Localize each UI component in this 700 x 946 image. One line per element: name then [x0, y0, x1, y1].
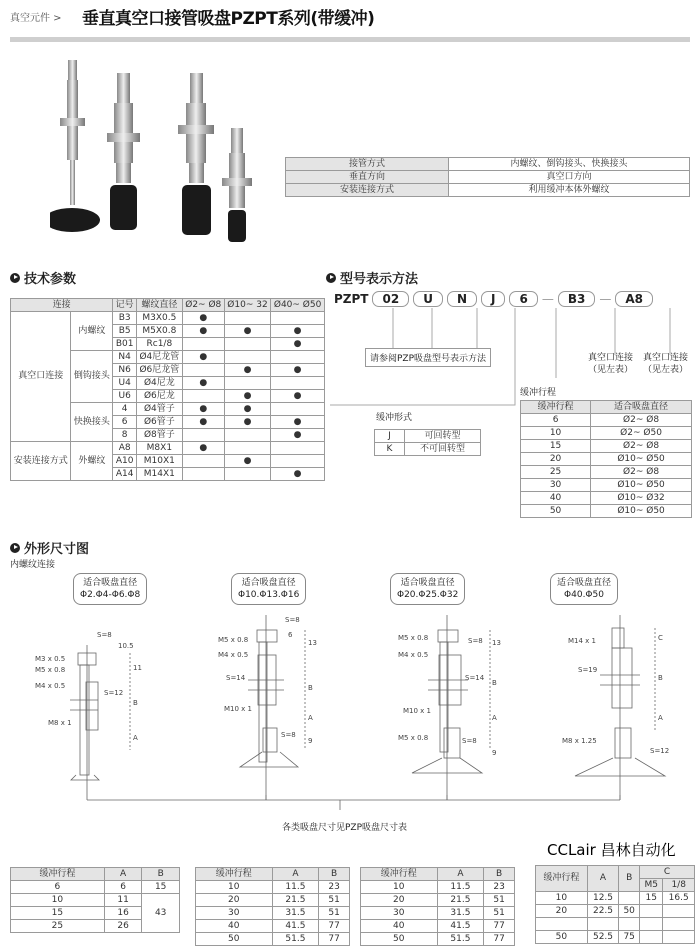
- table-cell: 12.5: [587, 892, 619, 905]
- svg-text:6: 6: [288, 631, 293, 639]
- table-header-cell: C: [640, 866, 695, 879]
- table-row: [11, 312, 325, 325]
- svg-text:M5 x 0.8: M5 x 0.8: [398, 634, 429, 642]
- table-cell: M5X0.8: [136, 325, 182, 338]
- table-cell: 41.5: [272, 920, 319, 933]
- table-cell: 51: [319, 907, 350, 920]
- table-cell: [640, 905, 663, 918]
- table-row: 接管方式 内螺纹、倒钩接头、快换接头: [286, 158, 690, 171]
- table-cell: [224, 338, 270, 351]
- table-row: K 不可回转型: [375, 443, 481, 456]
- table-cell: Ø6管子: [136, 416, 182, 429]
- table-cell: Ø8管子: [136, 429, 182, 442]
- table-cell: 40: [361, 920, 438, 933]
- table-cell: 安装连接方式: [11, 442, 71, 481]
- table-cell: Ø10~ Ø50: [591, 479, 692, 492]
- table-cell: ●: [271, 364, 325, 377]
- stroke-dim-table-3: [360, 867, 515, 946]
- table-row: 安装连接方式 利用缓冲本体外螺纹: [286, 184, 690, 197]
- table-cell: Ø10~ Ø50: [591, 505, 692, 518]
- table-cell: [224, 468, 270, 481]
- table-row: [196, 920, 350, 933]
- svg-text:10.5: 10.5: [118, 642, 134, 650]
- table-cell: 50: [536, 931, 588, 944]
- table-cell: 52.5: [587, 931, 619, 944]
- table-header-cell: 记号: [113, 299, 137, 312]
- svg-text:S=8: S=8: [285, 616, 300, 624]
- table-row: [196, 933, 350, 946]
- table-row: [361, 920, 515, 933]
- svg-text:S=12: S=12: [650, 747, 670, 755]
- table-row: [536, 918, 695, 931]
- table-cell: 21.5: [272, 894, 319, 907]
- table-cell: 20: [361, 894, 438, 907]
- table-row: [361, 907, 515, 920]
- svg-text:A: A: [133, 734, 138, 742]
- table-row: [196, 907, 350, 920]
- svg-text:11: 11: [133, 664, 142, 672]
- product-2: [107, 73, 140, 230]
- table-cell: Ø4管子: [136, 403, 182, 416]
- table-cell: 77: [319, 920, 350, 933]
- table-cell: N4: [113, 351, 137, 364]
- table-cell: [224, 312, 270, 325]
- table-cell: 6: [11, 881, 105, 894]
- cap-size-3: 适合吸盘直径 Φ20.Φ25.Φ32: [390, 573, 465, 605]
- table-cell: ●: [271, 468, 325, 481]
- table-cell: ●: [271, 325, 325, 338]
- svg-text:S=8: S=8: [468, 637, 483, 645]
- svg-text:B: B: [492, 679, 497, 687]
- dimensions-subtitle: 内螺纹连接: [10, 560, 56, 570]
- table-cell: A8: [113, 442, 137, 455]
- svg-text:S=8: S=8: [281, 731, 296, 739]
- table-cell: 6: [521, 414, 591, 427]
- spec-table: [285, 157, 690, 197]
- table-cell: ●: [182, 403, 224, 416]
- table-cell: 20: [536, 905, 588, 918]
- table-cell: 30: [521, 479, 591, 492]
- table-header-cell: B: [484, 868, 515, 881]
- svg-text:S=19: S=19: [578, 666, 598, 674]
- table-cell: 11: [104, 894, 142, 907]
- table-row: [536, 892, 695, 905]
- table-cell: 51: [484, 894, 515, 907]
- table-row: [536, 866, 695, 879]
- svg-text:B: B: [308, 684, 313, 692]
- table-row: [196, 881, 350, 894]
- table-cell: 50: [619, 905, 640, 918]
- table-row: [11, 881, 180, 894]
- table-cell: 40: [521, 492, 591, 505]
- stroke-table: [520, 400, 692, 518]
- table-row: 垂直方向 真空口方向: [286, 171, 690, 184]
- table-cell: 43: [142, 894, 180, 933]
- table-cell: 50: [361, 933, 438, 946]
- table-cell: 23: [484, 881, 515, 894]
- product-1: [50, 60, 100, 232]
- table-cell: ●: [182, 351, 224, 364]
- table-cell: 15: [142, 881, 180, 894]
- table-cell: 25: [11, 920, 105, 933]
- svg-text:M5 x 0.8: M5 x 0.8: [35, 666, 66, 674]
- table-header-cell: 缓冲行程: [11, 868, 105, 881]
- table-header-cell: 缓冲行程: [536, 866, 588, 892]
- table-cell: B5: [113, 325, 137, 338]
- table-cell: 22.5: [587, 905, 619, 918]
- table-cell: A14: [113, 468, 137, 481]
- table-cell: ●: [182, 442, 224, 455]
- table-header-cell: 缓冲行程: [521, 401, 591, 414]
- table-row: [521, 453, 692, 466]
- table-cell: [224, 377, 270, 390]
- table-cell: 51: [484, 907, 515, 920]
- play-bullet-icon: [10, 543, 20, 553]
- table-cell: ●: [224, 416, 270, 429]
- svg-text:M5 x 0.8: M5 x 0.8: [218, 636, 249, 644]
- table-cell: ●: [224, 390, 270, 403]
- table-row: [361, 933, 515, 946]
- tech-table: [10, 298, 325, 481]
- drawing-3-labels: [398, 634, 501, 757]
- svg-text:M4 x 0.5: M4 x 0.5: [398, 651, 429, 659]
- table-cell: Ø6尼龙: [136, 390, 182, 403]
- stroke-dim-table-2: [195, 867, 350, 946]
- table-header-cell: Ø2~ Ø8: [182, 299, 224, 312]
- svg-text:B: B: [133, 699, 138, 707]
- table-row: [521, 401, 692, 414]
- table-cell: 50: [521, 505, 591, 518]
- table-cell: ●: [182, 325, 224, 338]
- table-cell: 23: [319, 881, 350, 894]
- table-cell: [182, 468, 224, 481]
- table-cell: Ø2~ Ø8: [591, 414, 692, 427]
- table-row: [11, 299, 325, 312]
- buffer-form-table: [374, 429, 481, 456]
- table-row: [521, 466, 692, 479]
- svg-text:B: B: [658, 674, 663, 682]
- table-cell: [587, 918, 619, 931]
- table-cell: N6: [113, 364, 137, 377]
- svg-text:M5 x 0.8: M5 x 0.8: [398, 734, 429, 742]
- svg-text:M3 x 0.5: M3 x 0.5: [35, 655, 66, 663]
- table-cell: U4: [113, 377, 137, 390]
- drawing-2-labels: [218, 616, 317, 745]
- table-header-cell: 螺纹直径: [136, 299, 182, 312]
- svg-text:S=8: S=8: [462, 737, 477, 745]
- title-divider: [10, 37, 690, 42]
- table-cell: 16: [104, 907, 142, 920]
- table-row: [361, 881, 515, 894]
- table-cell: 11.5: [437, 881, 484, 894]
- table-cell: [640, 918, 663, 931]
- table-row: [521, 505, 692, 518]
- svg-text:C: C: [658, 634, 663, 642]
- table-cell: U6: [113, 390, 137, 403]
- table-cell: 快换接头: [71, 403, 113, 442]
- table-cell: [271, 312, 325, 325]
- table-cell: Ø10~ Ø32: [591, 492, 692, 505]
- stroke-label: 缓冲行程: [520, 388, 557, 398]
- table-cell: 21.5: [437, 894, 484, 907]
- buffer-form-label: 缓冲形式: [376, 413, 413, 423]
- play-bullet-icon: [326, 273, 336, 283]
- product-photo: [50, 55, 260, 250]
- table-cell: ●: [271, 390, 325, 403]
- pzp-size-note: 各类吸盘尺寸见PZP吸盘尺寸表: [282, 823, 408, 833]
- table-cell: 真空口连接: [11, 312, 71, 442]
- table-cell: [271, 442, 325, 455]
- table-cell: [640, 931, 663, 944]
- table-cell: 77: [484, 920, 515, 933]
- table-row: [196, 894, 350, 907]
- dimension-drawings: [0, 610, 700, 820]
- table-cell: B01: [113, 338, 137, 351]
- table-cell: ●: [224, 455, 270, 468]
- table-cell: [619, 918, 640, 931]
- table-cell: ●: [224, 364, 270, 377]
- table-cell: M10X1: [136, 455, 182, 468]
- stroke-dim-table-1: [10, 867, 180, 933]
- table-cell: 15: [11, 907, 105, 920]
- table-header-cell: 1/8: [663, 879, 695, 892]
- table-row: [536, 905, 695, 918]
- table-cell: 倒钩接头: [71, 351, 113, 403]
- svg-text:S=12: S=12: [104, 689, 124, 697]
- table-cell: 20: [521, 453, 591, 466]
- table-cell: 15: [640, 892, 663, 905]
- table-cell: 6: [104, 881, 142, 894]
- table-header-cell: 缓冲行程: [361, 868, 438, 881]
- table-cell: 51: [319, 894, 350, 907]
- svg-text:S=8: S=8: [97, 631, 112, 639]
- table-row: [196, 868, 350, 881]
- cap-size-4: 适合吸盘直径 Φ40.Φ50: [550, 573, 618, 605]
- table-cell: 20: [196, 894, 273, 907]
- svg-text:M8 x 1.25: M8 x 1.25: [562, 737, 597, 745]
- table-header-cell: 缓冲行程: [196, 868, 273, 881]
- cap-size-1: 适合吸盘直径 Φ2.Φ4-Φ6.Φ8: [73, 573, 147, 605]
- code-part-vacuum-port: B3: [558, 291, 596, 307]
- table-row: [521, 427, 692, 440]
- table-cell: ●: [182, 416, 224, 429]
- table-cell: 31.5: [437, 907, 484, 920]
- code-part-material: U: [413, 291, 443, 307]
- svg-text:M10 x 1: M10 x 1: [224, 705, 252, 713]
- table-cell: 25: [521, 466, 591, 479]
- table-cell: ●: [182, 377, 224, 390]
- cap-size-2: 适合吸盘直径 Φ10.Φ13.Φ16: [231, 573, 306, 605]
- table-cell: 10: [521, 427, 591, 440]
- table-cell: ●: [224, 325, 270, 338]
- table-header-cell: A: [587, 866, 619, 892]
- table-header-cell: A: [272, 868, 319, 881]
- table-cell: ●: [271, 429, 325, 442]
- table-cell: Ø2~ Ø8: [591, 466, 692, 479]
- table-cell: 51.5: [272, 933, 319, 946]
- product-4: [222, 128, 252, 242]
- table-row: [521, 479, 692, 492]
- code-part-mount: A8: [615, 291, 653, 307]
- table-cell: [663, 931, 695, 944]
- table-cell: 40: [196, 920, 273, 933]
- table-cell: [536, 918, 588, 931]
- table-cell: [182, 429, 224, 442]
- table-cell: A10: [113, 455, 137, 468]
- svg-text:S=14: S=14: [465, 674, 485, 682]
- drawing-1-labels: [35, 631, 142, 742]
- table-cell: M3X0.5: [136, 312, 182, 325]
- table-cell: M8X1: [136, 442, 182, 455]
- table-cell: 10: [361, 881, 438, 894]
- table-cell: ●: [224, 403, 270, 416]
- section-tech-params: 技术参数: [10, 268, 76, 287]
- table-cell: Rc1/8: [136, 338, 182, 351]
- table-cell: [271, 403, 325, 416]
- table-cell: Ø6尼龙管: [136, 364, 182, 377]
- table-cell: [224, 429, 270, 442]
- table-cell: Ø10~ Ø50: [591, 453, 692, 466]
- table-cell: 8: [113, 429, 137, 442]
- table-cell: 内螺纹: [71, 312, 113, 351]
- product-3: [178, 73, 214, 235]
- table-cell: [271, 455, 325, 468]
- svg-text:9: 9: [492, 749, 497, 757]
- table-header-cell: B: [619, 866, 640, 892]
- svg-text:M4 x 0.5: M4 x 0.5: [218, 651, 249, 659]
- svg-text:13: 13: [308, 639, 317, 647]
- model-code: PZPT 02 U N J 6 — B3 — A8: [334, 291, 653, 307]
- svg-text:S=14: S=14: [226, 674, 246, 682]
- table-header-cell: Ø10~ 32: [224, 299, 270, 312]
- table-header-cell: 连接: [11, 299, 113, 312]
- table-cell: [182, 390, 224, 403]
- brand-logo: CCLair 昌林自动化: [547, 841, 676, 859]
- drawing-4-labels: [562, 634, 669, 755]
- b3-note: 真空口连接 （见左表）: [588, 353, 634, 375]
- table-row: [11, 894, 180, 907]
- table-header-cell: B: [319, 868, 350, 881]
- table-cell: [663, 918, 695, 931]
- table-cell: 77: [319, 933, 350, 946]
- table-row: J 可回转型: [375, 430, 481, 443]
- table-cell: [224, 351, 270, 364]
- table-row: [536, 931, 695, 944]
- table-cell: 75: [619, 931, 640, 944]
- pzp-reference-note: 请参阅PZP吸盘型号表示方法: [365, 348, 491, 367]
- svg-text:M4 x 0.5: M4 x 0.5: [35, 682, 66, 690]
- code-part-type: N: [447, 291, 477, 307]
- table-cell: 51.5: [437, 933, 484, 946]
- table-cell: [182, 455, 224, 468]
- table-cell: 15: [521, 440, 591, 453]
- table-cell: M14X1: [136, 468, 182, 481]
- table-cell: 77: [484, 933, 515, 946]
- code-part-buffer-form: J: [481, 291, 505, 307]
- table-cell: 26: [104, 920, 142, 933]
- code-part-size: 02: [372, 291, 409, 307]
- table-row: [11, 868, 180, 881]
- table-cell: B3: [113, 312, 137, 325]
- table-header-cell: Ø40~ Ø50: [271, 299, 325, 312]
- svg-text:M10 x 1: M10 x 1: [403, 707, 431, 715]
- table-header-cell: A: [104, 868, 142, 881]
- table-row: [521, 440, 692, 453]
- table-cell: Ø2~ Ø8: [591, 440, 692, 453]
- table-cell: 30: [196, 907, 273, 920]
- table-cell: 10: [536, 892, 588, 905]
- breadcrumb[interactable]: 真空元件 >: [10, 13, 62, 24]
- play-bullet-icon: [10, 273, 20, 283]
- table-header-cell: B: [142, 868, 180, 881]
- page-title: 垂直真空口接管吸盘PZPT系列(带缓冲): [82, 9, 375, 29]
- table-cell: 41.5: [437, 920, 484, 933]
- table-cell: 外螺纹: [71, 442, 113, 481]
- table-cell: 10: [11, 894, 105, 907]
- svg-text:A: A: [658, 714, 663, 722]
- table-row: [361, 894, 515, 907]
- table-cell: 10: [196, 881, 273, 894]
- table-cell: Ø4尼龙管: [136, 351, 182, 364]
- code-part-stroke: 6: [509, 291, 537, 307]
- table-cell: 30: [361, 907, 438, 920]
- table-row: [521, 492, 692, 505]
- table-cell: [182, 364, 224, 377]
- svg-text:M8 x 1: M8 x 1: [48, 719, 72, 727]
- table-cell: ●: [182, 312, 224, 325]
- table-row: [361, 868, 515, 881]
- table-cell: [663, 905, 695, 918]
- table-cell: 50: [196, 933, 273, 946]
- table-cell: ●: [271, 338, 325, 351]
- table-cell: ●: [271, 416, 325, 429]
- table-cell: [271, 377, 325, 390]
- table-row: [11, 442, 325, 455]
- table-cell: 11.5: [272, 881, 319, 894]
- table-cell: [619, 892, 640, 905]
- table-header-cell: A: [437, 868, 484, 881]
- table-row: [521, 414, 692, 427]
- table-cell: 16.5: [663, 892, 695, 905]
- table-cell: [271, 351, 325, 364]
- table-cell: Ø2~ Ø50: [591, 427, 692, 440]
- table-header-cell: M5: [640, 879, 663, 892]
- a8-note: 真空口连接 （见左表）: [643, 353, 689, 375]
- section-model-code: 型号表示方法: [326, 268, 418, 287]
- table-cell: 31.5: [272, 907, 319, 920]
- svg-text:M14 x 1: M14 x 1: [568, 637, 596, 645]
- table-cell: [182, 338, 224, 351]
- svg-text:A: A: [492, 714, 497, 722]
- table-cell: Ø4尼龙: [136, 377, 182, 390]
- table-cell: 6: [113, 416, 137, 429]
- table-cell: 4: [113, 403, 137, 416]
- stroke-dim-table-4: [535, 865, 695, 944]
- table-cell: [224, 442, 270, 455]
- section-dimensions: 外形尺寸图: [10, 538, 89, 557]
- svg-text:9: 9: [308, 737, 313, 745]
- svg-text:13: 13: [492, 639, 501, 647]
- svg-text:A: A: [308, 714, 313, 722]
- table-header-cell: 适合吸盘直径: [591, 401, 692, 414]
